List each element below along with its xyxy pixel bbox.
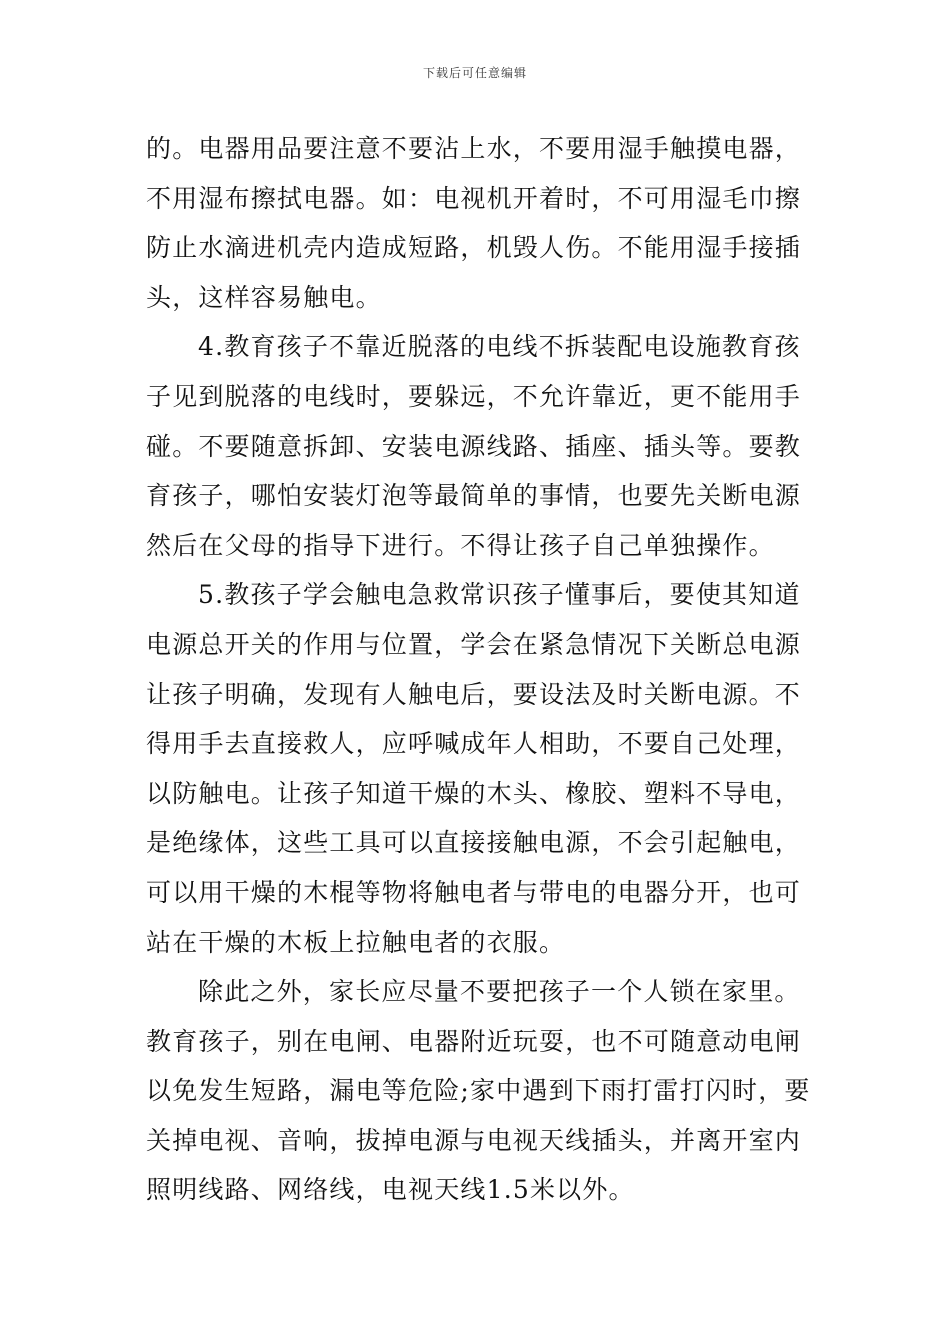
text-line: 5.教孩子学会触电急救常识孩子懂事后，要使其知道 xyxy=(198,580,801,610)
text-line: 碰。不要随意拆卸、安装电源线路、插座、插头等。要教 xyxy=(146,431,802,461)
document-body xyxy=(146,124,816,1215)
paragraph-additional-advice xyxy=(146,967,816,1215)
page-header: 下载后可任意编辑 xyxy=(422,66,527,80)
paragraph-item-5 xyxy=(146,570,816,967)
paragraph-electrical-safety-water xyxy=(146,124,816,322)
text-line: 让孩子明确，发现有人触电后，要设法及时关断电源。不 xyxy=(146,679,802,709)
text-line: 教育孩子，别在电闸、电器附近玩耍，也不可随意动电闸 xyxy=(146,1026,802,1056)
text-line: 得用手去直接救人，应呼喊成年人相助，不要自己处理， xyxy=(146,729,802,759)
text-line: 防止水滴进机壳内造成短路，机毁人伤。不能用湿手接插 xyxy=(146,233,802,263)
text-line: 不用湿布擦拭电器。如：电视机开着时，不可用湿毛巾擦 xyxy=(146,183,802,213)
text-line: 4.教育孩子不靠近脱落的电线不拆装配电设施教育孩 xyxy=(198,332,801,362)
text-line: 子见到脱落的电线时，要躲远，不允许靠近，更不能用手 xyxy=(146,381,802,411)
text-line: 关掉电视、音响，拔掉电源与电视天线插头，并离开室内 xyxy=(146,1125,802,1155)
text-line: 除此之外，家长应尽量不要把孩子一个人锁在家里。 xyxy=(198,977,801,1007)
text-line: 照明线路、网络线，电视天线1.5米以外。 xyxy=(146,1175,635,1205)
text-line: 是绝缘体，这些工具可以直接接触电源，不会引起触电， xyxy=(146,828,802,858)
text-line: 然后在父母的指导下进行。不得让孩子自己单独操作。 xyxy=(146,530,775,560)
text-line: 育孩子，哪怕安装灯泡等最简单的事情，也要先关断电源 xyxy=(146,481,802,511)
text-line: 电源总开关的作用与位置，学会在紧急情况下关断总电源 xyxy=(146,629,802,659)
text-line: 可以用干燥的木棍等物将触电者与带电的电器分开，也可 xyxy=(146,877,802,907)
text-line: 以免发生短路，漏电等危险;家中遇到下雨打雷打闪时，要 xyxy=(146,1076,811,1106)
paragraph-item-4 xyxy=(146,322,816,570)
text-line: 以防触电。让孩子知道干燥的木头、橡胶、塑料不导电， xyxy=(146,778,802,808)
text-line: 的。电器用品要注意不要沾上水，不要用湿手触摸电器， xyxy=(146,134,802,163)
text-line: 头，这样容易触电。 xyxy=(146,282,382,312)
text-line: 站在干燥的木板上拉触电者的衣服。 xyxy=(146,927,566,957)
